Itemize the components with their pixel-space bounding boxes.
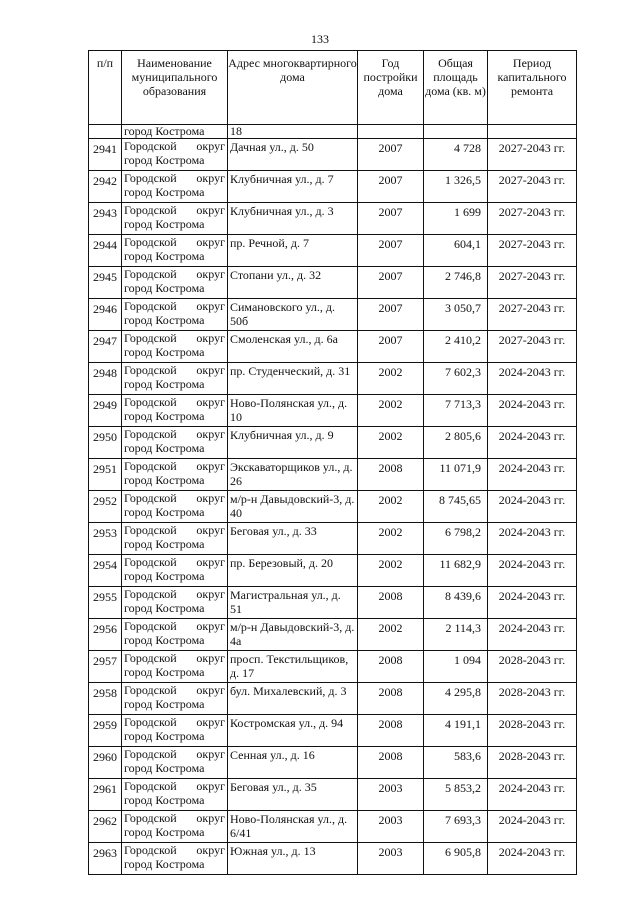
cell-municipality <box>122 203 228 235</box>
cell-period: 2024-2043 гг. <box>488 363 577 395</box>
cell-area: 604,1 <box>424 235 488 267</box>
continuation-row <box>89 125 577 139</box>
cell-address: Клубничная ул., д. 3 <box>228 203 358 235</box>
municipality-line-1: Городской округ <box>124 139 225 153</box>
cell-year: 2007 <box>358 203 424 235</box>
header-num: п/п <box>89 51 122 125</box>
cell-num: 2962 <box>89 811 122 843</box>
table-row <box>89 267 577 299</box>
cell-num: 2960 <box>89 747 122 779</box>
cell-year: 2003 <box>358 811 424 843</box>
table-row <box>89 587 577 619</box>
table-row <box>89 235 577 267</box>
municipality-line-1: Городской округ <box>124 331 225 345</box>
cell-num: 2948 <box>89 363 122 395</box>
table-row <box>89 619 577 651</box>
cell-num: 2943 <box>89 203 122 235</box>
municipality-line-2: город Кострома <box>124 473 205 487</box>
cell-year: 2002 <box>358 427 424 459</box>
municipality-line-2: город Кострома <box>124 409 205 423</box>
cell-period: 2024-2043 гг. <box>488 587 577 619</box>
cell-municipality <box>122 363 228 395</box>
cell-year: 2007 <box>358 267 424 299</box>
municipality-line-2: город Кострома <box>124 793 205 807</box>
table-row <box>89 683 577 715</box>
cell-address: Экскаваторщиков ул., д. 26 <box>228 459 358 491</box>
cell-num: 2963 <box>89 843 122 875</box>
cell-municipality <box>122 779 228 811</box>
cell-num: 2956 <box>89 619 122 651</box>
municipality-line-1: Городской округ <box>124 523 225 537</box>
cell-year: 2002 <box>358 491 424 523</box>
cell-area: 11 071,9 <box>424 459 488 491</box>
cell-num: 2947 <box>89 331 122 363</box>
cell-period <box>488 125 577 139</box>
cell-address: Беговая ул., д. 35 <box>228 779 358 811</box>
cell-municipality <box>122 555 228 587</box>
municipality-line-1: Городской округ <box>124 491 225 505</box>
cell-year: 2002 <box>358 619 424 651</box>
cell-period: 2024-2043 гг. <box>488 811 577 843</box>
header-address: Адрес многоквартирного дома <box>228 51 358 125</box>
cell-address: Дачная ул., д. 50 <box>228 139 358 171</box>
cell-municipality <box>122 331 228 363</box>
cell-year: 2002 <box>358 523 424 555</box>
cell-period: 2027-2043 гг. <box>488 267 577 299</box>
cell-address: Беговая ул., д. 33 <box>228 523 358 555</box>
cell-area: 8 745,65 <box>424 491 488 523</box>
municipality-line-1: Городской округ <box>124 811 225 825</box>
cell-area: 583,6 <box>424 747 488 779</box>
municipality-line-1: Городской округ <box>124 171 225 185</box>
municipality-line-2: город Кострома <box>124 537 205 551</box>
table-row <box>89 747 577 779</box>
cell-period: 2028-2043 гг. <box>488 651 577 683</box>
cell-municipality <box>122 747 228 779</box>
cell-period: 2024-2043 гг. <box>488 459 577 491</box>
cell-municipality <box>122 587 228 619</box>
cell-period: 2027-2043 гг. <box>488 331 577 363</box>
municipality-line-2: город Кострома <box>124 633 205 647</box>
municipality-line-1: Городской округ <box>124 427 225 441</box>
cell-num: 2958 <box>89 683 122 715</box>
cell-area: 2 746,8 <box>424 267 488 299</box>
table-row <box>89 811 577 843</box>
cell-period: 2024-2043 гг. <box>488 555 577 587</box>
municipality-line-2: город Кострома <box>124 217 205 231</box>
cell-year: 2007 <box>358 235 424 267</box>
cell-area: 4 728 <box>424 139 488 171</box>
cell-year: 2007 <box>358 331 424 363</box>
cell-area: 2 114,3 <box>424 619 488 651</box>
cell-area: 4 295,8 <box>424 683 488 715</box>
cell-municipality <box>122 171 228 203</box>
table-row <box>89 331 577 363</box>
municipality-line-2: город Кострома <box>124 313 205 327</box>
municipality-line-1: Городской округ <box>124 299 225 313</box>
cell-area: 7 602,3 <box>424 363 488 395</box>
cell-year <box>358 125 424 139</box>
cell-year: 2002 <box>358 555 424 587</box>
cell-address: пр. Студенческий, д. 31 <box>228 363 358 395</box>
municipality-line-2: город Кострома <box>124 857 205 871</box>
municipality-line-2: город Кострома <box>124 569 205 583</box>
municipality-line-1: Городской округ <box>124 203 225 217</box>
cell-address: Клубничная ул., д. 9 <box>228 427 358 459</box>
municipality-line-2: город Кострома <box>124 697 205 711</box>
cell-area: 1 326,5 <box>424 171 488 203</box>
cell-area: 8 439,6 <box>424 587 488 619</box>
cell-period: 2028-2043 гг. <box>488 715 577 747</box>
cell-year: 2008 <box>358 459 424 491</box>
cell-address: м/р-н Давыдовский-3, д. 40 <box>228 491 358 523</box>
table-header-row <box>89 51 577 125</box>
cell-period: 2024-2043 гг. <box>488 523 577 555</box>
cell-address: Костромская ул., д. 94 <box>228 715 358 747</box>
cell-area: 1 094 <box>424 651 488 683</box>
cell-year: 2003 <box>358 779 424 811</box>
cell-area: 1 699 <box>424 203 488 235</box>
table-row <box>89 395 577 427</box>
municipality-line-2: город Кострома <box>124 153 205 167</box>
cell-period: 2024-2043 гг. <box>488 395 577 427</box>
cell-year: 2002 <box>358 363 424 395</box>
table-row <box>89 715 577 747</box>
cell-period: 2024-2043 гг. <box>488 427 577 459</box>
cell-year: 2008 <box>358 651 424 683</box>
cell-area: 7 713,3 <box>424 395 488 427</box>
table-row <box>89 203 577 235</box>
table-row <box>89 491 577 523</box>
municipality-line-2: город Кострома <box>124 249 205 263</box>
cell-year: 2002 <box>358 395 424 427</box>
municipality-line-2: город Кострома <box>124 729 205 743</box>
table-row <box>89 363 577 395</box>
municipality-line-2: город Кострома <box>124 825 205 839</box>
cell-num: 2951 <box>89 459 122 491</box>
municipality-line-1: Городской округ <box>124 587 225 601</box>
housing-table <box>88 50 577 875</box>
cell-num: 2957 <box>89 651 122 683</box>
municipality-line-1: Городской округ <box>124 779 225 793</box>
cell-num: 2941 <box>89 139 122 171</box>
cell-municipality <box>122 523 228 555</box>
table-row <box>89 299 577 331</box>
cell-period: 2024-2043 гг. <box>488 779 577 811</box>
header-year: Год постройки дома <box>358 51 424 125</box>
cell-period: 2028-2043 гг. <box>488 747 577 779</box>
cell-municipality <box>122 139 228 171</box>
cell-area: 5 853,2 <box>424 779 488 811</box>
municipality-line-1: Городской округ <box>124 267 225 281</box>
cell-address: Ново-Полянская ул., д. 6/41 <box>228 811 358 843</box>
cell-num: 2961 <box>89 779 122 811</box>
table-row <box>89 779 577 811</box>
cell-address: бул. Михалевский, д. 3 <box>228 683 358 715</box>
cell-municipality <box>122 299 228 331</box>
cell-year: 2008 <box>358 587 424 619</box>
municipality-line-2: город Кострома <box>124 601 205 615</box>
municipality-line-1: Городской округ <box>124 843 225 857</box>
cell-num: 2959 <box>89 715 122 747</box>
cell-address: Смоленская ул., д. 6а <box>228 331 358 363</box>
cell-area <box>424 125 488 139</box>
header-municipality: Наименование муниципального образования <box>122 51 228 125</box>
cell-year: 2007 <box>358 171 424 203</box>
municipality-line-2: город Кострома <box>124 505 205 519</box>
municipality-line-1: Городской округ <box>124 555 225 569</box>
municipality-line-2: город Кострома <box>124 185 205 199</box>
municipality-line-2: город Кострома <box>124 441 205 455</box>
municipality-line-1: Городской округ <box>124 619 225 633</box>
municipality-line-1: Городской округ <box>124 363 225 377</box>
cell-address: Стопани ул., д. 32 <box>228 267 358 299</box>
municipality-line-2: город Кострома <box>124 377 205 391</box>
table-row <box>89 459 577 491</box>
cell-address: Южная ул., д. 13 <box>228 843 358 875</box>
cell-num: 2953 <box>89 523 122 555</box>
cell-municipality <box>122 491 228 523</box>
cell-period: 2024-2043 гг. <box>488 843 577 875</box>
cell-area: 2 805,6 <box>424 427 488 459</box>
cell-municipality <box>122 427 228 459</box>
municipality-line-1: Городской округ <box>124 651 225 665</box>
page-number: 133 <box>311 32 329 46</box>
cell-period: 2027-2043 гг. <box>488 139 577 171</box>
cell-num: 2945 <box>89 267 122 299</box>
cell-period: 2024-2043 гг. <box>488 491 577 523</box>
cell-year: 2003 <box>358 843 424 875</box>
cell-area: 2 410,2 <box>424 331 488 363</box>
municipality-line-2: город Кострома <box>124 761 205 775</box>
municipality-line-1: Городской округ <box>124 683 225 697</box>
table-row <box>89 523 577 555</box>
table-row <box>89 427 577 459</box>
cell-address: 18 <box>228 125 358 139</box>
cell-address: м/р-н Давыдовский-3, д. 4а <box>228 619 358 651</box>
cell-num: 2954 <box>89 555 122 587</box>
cell-municipality <box>122 267 228 299</box>
cell-period: 2027-2043 гг. <box>488 171 577 203</box>
cell-num: 2944 <box>89 235 122 267</box>
cell-num: 2955 <box>89 587 122 619</box>
municipality-line-1: Городской округ <box>124 715 225 729</box>
cell-year: 2008 <box>358 715 424 747</box>
cell-address: Магистральная ул., д. 51 <box>228 587 358 619</box>
cell-num: 2946 <box>89 299 122 331</box>
cell-address: Сенная ул., д. 16 <box>228 747 358 779</box>
cell-num: 2942 <box>89 171 122 203</box>
cell-municipality: город Кострома <box>122 125 228 139</box>
cell-address: пр. Березовый, д. 20 <box>228 555 358 587</box>
cell-period: 2027-2043 гг. <box>488 299 577 331</box>
cell-area: 11 682,9 <box>424 555 488 587</box>
cell-municipality <box>122 651 228 683</box>
cell-year: 2008 <box>358 747 424 779</box>
cell-municipality <box>122 235 228 267</box>
cell-municipality <box>122 619 228 651</box>
table-row <box>89 843 577 875</box>
municipality-line-1: Городской округ <box>124 235 225 249</box>
table-row <box>89 171 577 203</box>
cell-year: 2007 <box>358 139 424 171</box>
cell-address: Симановского ул., д. 50б <box>228 299 358 331</box>
cell-year: 2008 <box>358 683 424 715</box>
cell-municipality <box>122 811 228 843</box>
cell-num: 2952 <box>89 491 122 523</box>
cell-num <box>89 125 122 139</box>
cell-year: 2007 <box>358 299 424 331</box>
cell-num: 2950 <box>89 427 122 459</box>
cell-num: 2949 <box>89 395 122 427</box>
header-period: Период капитального ремонта <box>488 51 577 125</box>
cell-address: Ново-Полянская ул., д. 10 <box>228 395 358 427</box>
cell-period: 2028-2043 гг. <box>488 683 577 715</box>
municipality-line-1: Городской округ <box>124 459 225 473</box>
cell-address: пр. Речной, д. 7 <box>228 235 358 267</box>
cell-area: 3 050,7 <box>424 299 488 331</box>
cell-municipality <box>122 395 228 427</box>
cell-municipality <box>122 715 228 747</box>
table-row <box>89 555 577 587</box>
cell-address: Клубничная ул., д. 7 <box>228 171 358 203</box>
table-row <box>89 651 577 683</box>
cell-address: просп. Текстильщиков, д. 17 <box>228 651 358 683</box>
cell-area: 7 693,3 <box>424 811 488 843</box>
cell-period: 2027-2043 гг. <box>488 203 577 235</box>
cell-area: 6 905,8 <box>424 843 488 875</box>
cell-municipality <box>122 459 228 491</box>
cell-area: 4 191,1 <box>424 715 488 747</box>
cell-municipality <box>122 683 228 715</box>
cell-period: 2024-2043 гг. <box>488 619 577 651</box>
municipality-line-1: Городской округ <box>124 747 225 761</box>
municipality-line-1: Городской округ <box>124 395 225 409</box>
table-row <box>89 139 577 171</box>
cell-municipality <box>122 843 228 875</box>
cell-period: 2027-2043 гг. <box>488 235 577 267</box>
municipality-line-2: город Кострома <box>124 281 205 295</box>
cell-area: 6 798,2 <box>424 523 488 555</box>
municipality-line-2: город Кострома <box>124 665 205 679</box>
municipality-line-2: город Кострома <box>124 345 205 359</box>
header-area: Общая площадь дома (кв. м) <box>424 51 488 125</box>
